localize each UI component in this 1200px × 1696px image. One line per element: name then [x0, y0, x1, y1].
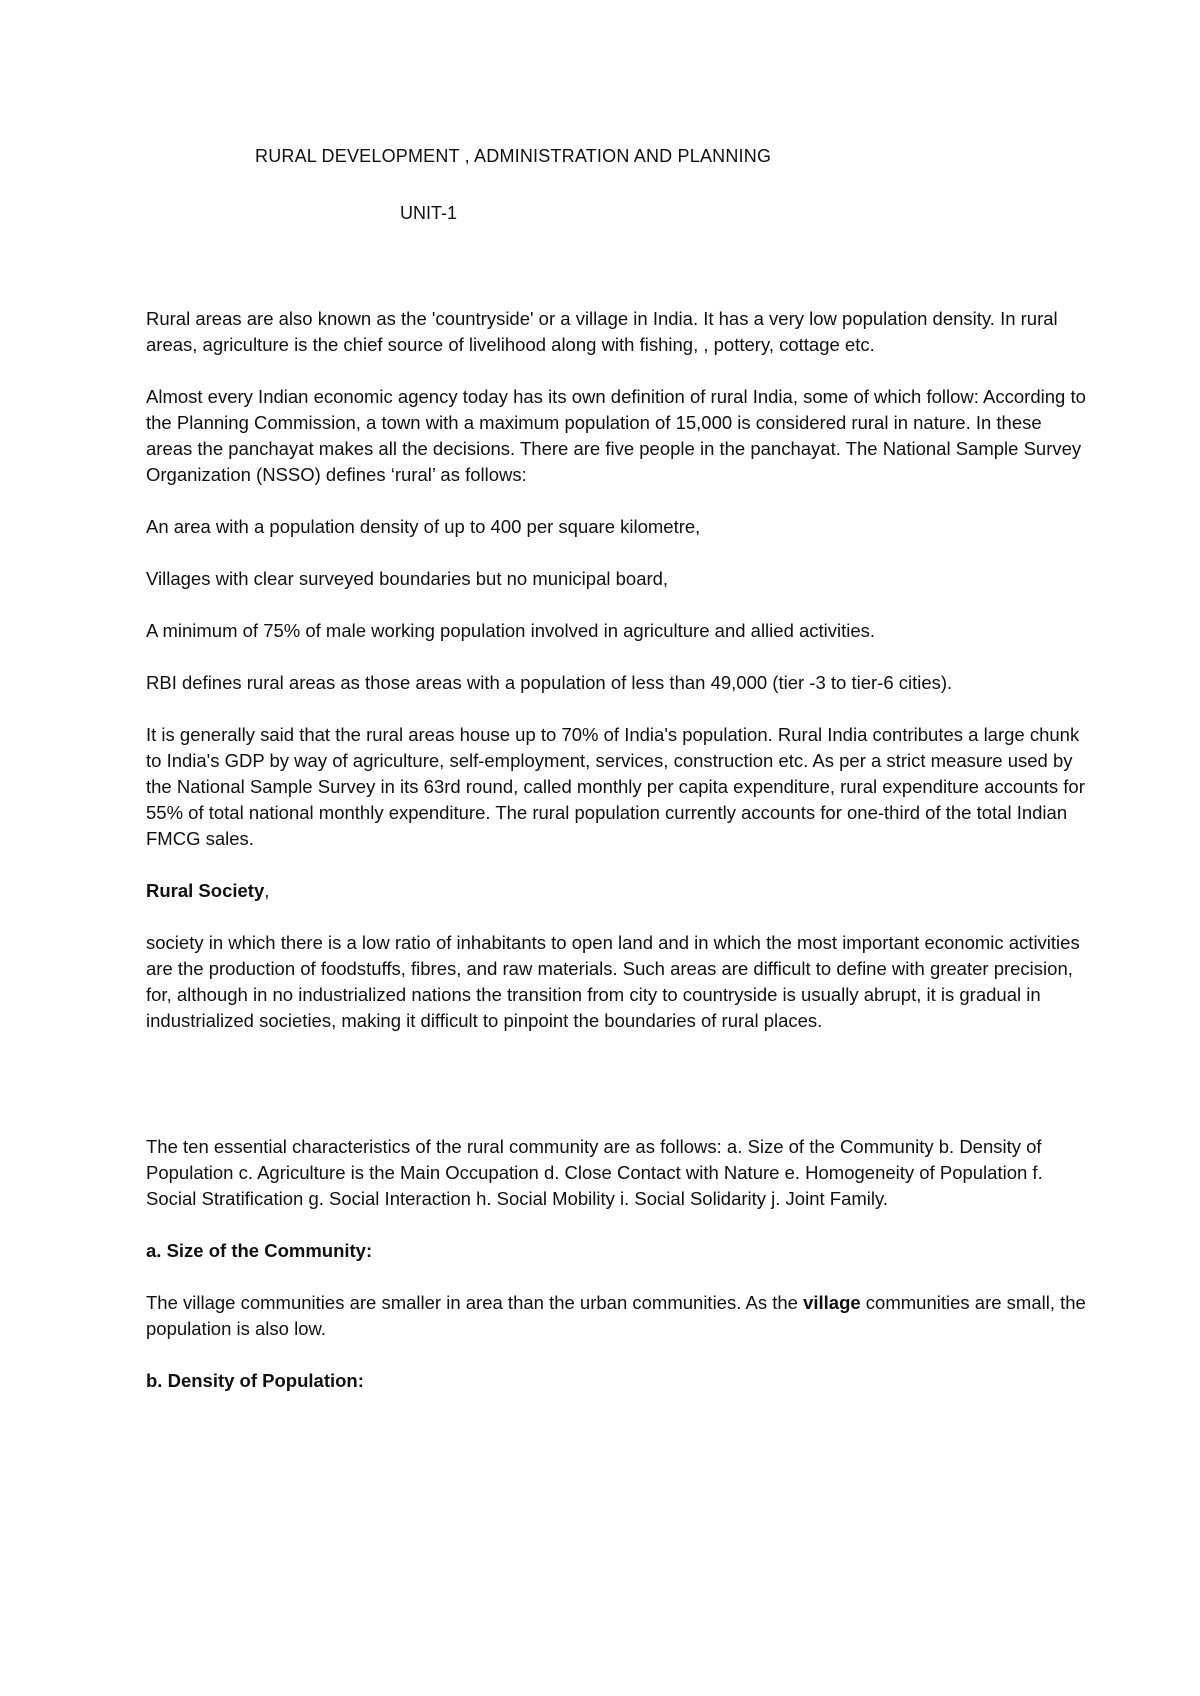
paragraph-point-male-workers: A minimum of 75% of male working population involved in agriculture and allied activities. — [146, 620, 876, 641]
paragraph-rbi: RBI defines rural areas as those areas with a population of less than 49,000 (tier -3 to tier-6 cities). — [146, 672, 953, 693]
unit-label: UNIT-1 — [400, 203, 458, 223]
size-text-bold: village — [803, 1292, 861, 1313]
paragraph-point-villages: Villages with clear surveyed boundaries but no municipal board, — [146, 568, 669, 589]
paragraph-rural-areas: Rural areas are also known as the 'countryside' or a village in India. It has a very low population density. In rural areas, agriculture is the chief source of livelihood along with fishing, , pottery, cottage etc. — [146, 308, 1058, 355]
heading-density-of-population: b. Density of Population: — [146, 1370, 364, 1391]
paragraph-rural-society: society in which there is a low ratio of inhabitants to open land and in which the most important economic activities are the production of foodstuffs, fibres, and raw materials. Such areas are difficult to define with greater precision, for, although in no industrialized nations the transition from city to countryside is usually abrupt, it is gradual in industrialized societies, making it difficult to pinpoint the boundaries of rural places. — [146, 932, 1080, 1031]
rural-society-heading-line — [146, 878, 1086, 904]
paragraph-definitions: Almost every Indian economic agency today has its own definition of rural India, some of which follow: According to the Planning Commission, a town with a maximum population of 15,000 is considered rural in nature. In these areas the panchayat makes all the decisions. There are five people in the panchayat. The National Sample Survey Organization (NSSO) defines ‘rural’ as follows: — [146, 386, 1086, 485]
paragraph-size-of-community — [146, 1290, 1086, 1342]
paragraph-point-density: An area with a population density of up to 400 per square kilometre, — [146, 516, 701, 537]
document-body — [146, 306, 1086, 1420]
size-text-part1: The village communities are smaller in area than the urban communities. As the — [146, 1292, 804, 1313]
paragraph-population-share: It is generally said that the rural areas house up to 70% of India's population. Rural India contributes a large chunk to India's GDP by way of agriculture, self-employment, services, construction etc. As per a strict measure used by the National Sample Survey in its 63rd round, called monthly per capita expenditure, rural expenditure accounts for 55% of total national monthly expenditure. The rural population currently accounts for one-third of the total Indian FMCG sales. — [146, 724, 1085, 849]
rural-society-heading: Rural Society — [146, 880, 265, 901]
document-title: RURAL DEVELOPMENT , ADMINISTRATION AND PLANNING — [255, 146, 772, 166]
heading-size-of-community: a. Size of the Community: — [146, 1240, 373, 1261]
size-text-part2: communities are small, the population is also low. — [146, 1292, 1086, 1339]
paragraph-characteristics: The ten essential characteristics of the rural community are as follows: a. Size of the Community b. Density of Population c. Agriculture is the Main Occupation d. Close Contact with Nature e. Homogeneity of Population f. Social Stratification g. Social Interaction h. Social Mobility i. Social Solidarity j. Joint Family. — [146, 1136, 1043, 1209]
rural-society-comma: , — [264, 880, 270, 901]
